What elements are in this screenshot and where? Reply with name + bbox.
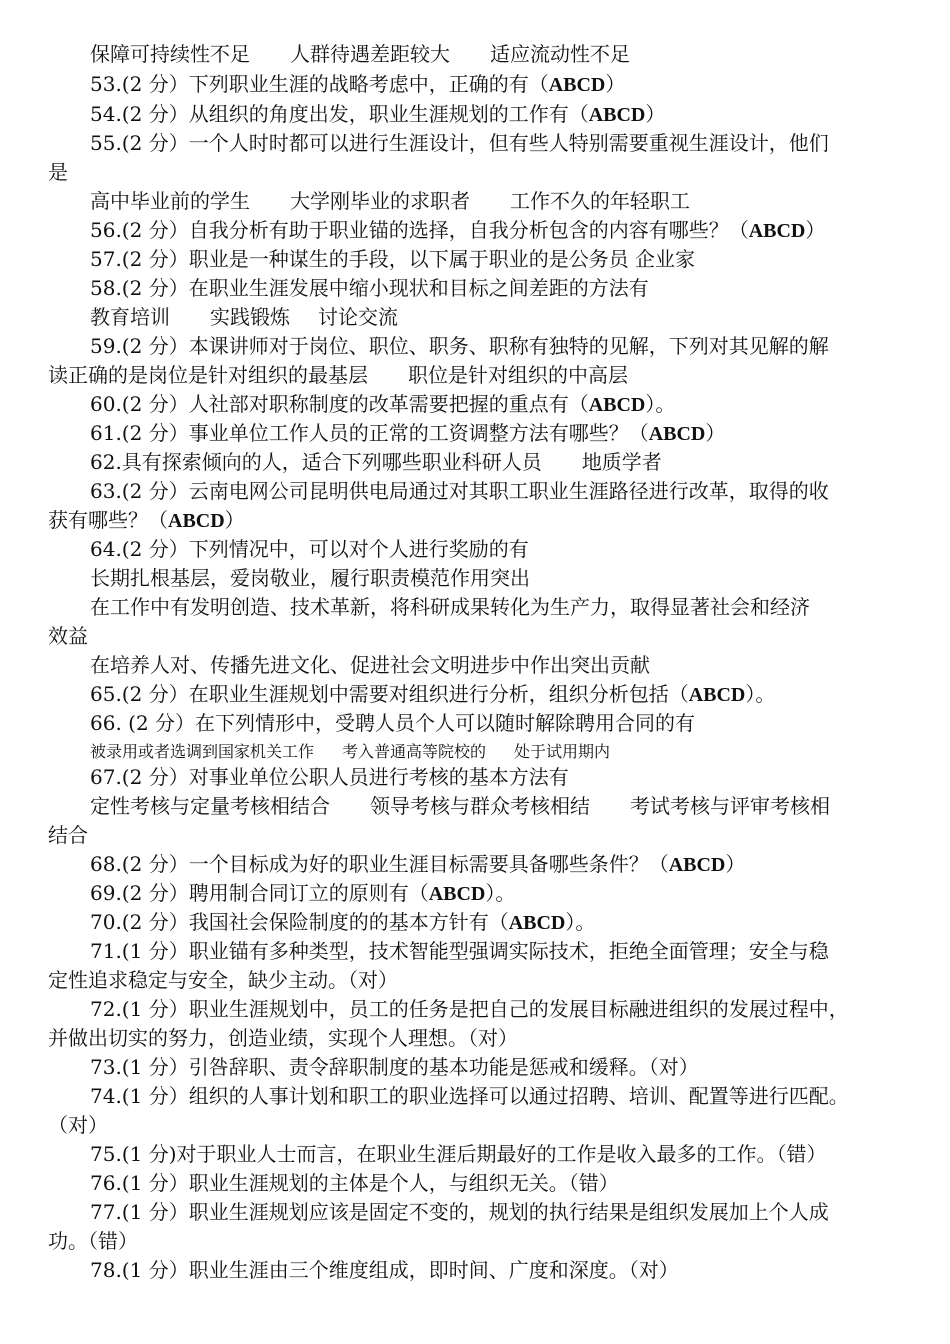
option-64-b-cont: 效益 bbox=[48, 624, 88, 648]
question-76: 76.(1 分）职业生涯规划的主体是个人，与组织无关。（错） bbox=[90, 1171, 619, 1195]
question-55: 55.(2 分）一个人时时都可以进行生涯设计，但有些人特别需要重视生涯设计，他们 bbox=[90, 131, 829, 155]
question-62: 62.具有探索倾向的人，适合下列哪些职业科研人员 地质学者 bbox=[90, 450, 662, 474]
options-line-66: 被录用或者选调到国家机关工作 考入普通高等院校的 处于试用期内 bbox=[90, 742, 611, 761]
question-63-cont: 获有哪些？（ABCD） bbox=[48, 508, 245, 532]
question-68: 68.(2 分）一个目标成为好的职业生涯目标需要具备哪些条件？（ABCD） bbox=[90, 852, 746, 876]
question-59: 59.(2 分）本课讲师对于岗位、职位、职务、职称有独特的见解，下列对其见解的解 bbox=[90, 334, 829, 358]
question-77-cont: 功。（错） bbox=[48, 1229, 138, 1253]
question-53: 53.(2 分）下列职业生涯的战略考虑中，正确的有（ABCD） bbox=[90, 72, 626, 96]
question-64: 64.(2 分）下列情况中，可以对个人进行奖励的有 bbox=[90, 537, 529, 561]
question-54: 54.(2 分）从组织的角度出发，职业生涯规划的工作有（ABCD） bbox=[90, 102, 666, 126]
question-69: 69.(2 分）聘用制合同订立的原则有（ABCD）。 bbox=[90, 881, 516, 905]
question-78: 78.(1 分）职业生涯由三个维度组成，即时间、广度和深度。（对） bbox=[90, 1258, 679, 1282]
question-77: 77.(1 分）职业生涯规划应该是固定不变的，规划的执行结果是组织发展加上个人成 bbox=[90, 1200, 829, 1224]
question-66: 66. (2 分）在下列情形中，受聘人员个人可以随时解除聘用合同的有 bbox=[90, 711, 696, 735]
question-67: 67.(2 分）对事业单位公职人员进行考核的基本方法有 bbox=[90, 765, 569, 789]
question-61: 61.(2 分）事业单位工作人员的正常的工资调整方法有哪些？（ABCD） bbox=[90, 421, 726, 445]
question-75: 75.(1 分)对于职业人士而言，在职业生涯后期最好的工作是收入最多的工作。（错） bbox=[90, 1142, 827, 1166]
question-58: 58.(2 分）在职业生涯发展中缩小现状和目标之间差距的方法有 bbox=[90, 276, 649, 300]
options-line-55: 高中毕业前的学生 大学刚毕业的求职者 工作不久的年轻职工 bbox=[90, 189, 690, 213]
options-line-52: 保障可持续性不足 人群待遇差距较大 适应流动性不足 bbox=[90, 42, 630, 66]
question-72: 72.(1 分）职业生涯规划中，员工的任务是把自己的发展目标融进组织的发展过程中， bbox=[90, 997, 849, 1021]
option-64-c: 在培养人对、传播先进文化、促进社会文明进步中作出突出贡献 bbox=[90, 653, 650, 677]
question-72-cont: 并做出切实的努力，创造业绩，实现个人理想。（对） bbox=[48, 1026, 518, 1050]
question-71-cont: 定性追求稳定与安全，缺少主动。（对） bbox=[48, 968, 398, 992]
question-73: 73.(1 分）引咎辞职、责令辞职制度的基本功能是惩戒和缓释。（对） bbox=[90, 1055, 699, 1079]
question-70: 70.(2 分）我国社会保险制度的的基本方针有（ABCD）。 bbox=[90, 910, 596, 934]
question-56: 56.(2 分）自我分析有助于职业锚的选择，自我分析包含的内容有哪些？（ABCD） bbox=[90, 218, 826, 242]
question-65: 65.(2 分）在职业生涯规划中需要对组织进行分析，组织分析包括（ABCD）。 bbox=[90, 682, 776, 706]
option-64-b: 在工作中有发明创造、技术革新，将科研成果转化为生产力，取得显著社会和经济 bbox=[90, 595, 810, 619]
options-line-58: 教育培训 实践锻炼 讨论交流 bbox=[90, 305, 398, 329]
question-63: 63.(2 分）云南电网公司昆明供电局通过对其职工职业生涯路径进行改革，取得的收 bbox=[90, 479, 829, 503]
options-line-67-cont: 结合 bbox=[48, 823, 88, 847]
question-57: 57.(2 分）职业是一种谋生的手段，以下属于职业的是公务员 企业家 bbox=[90, 247, 696, 271]
question-59-cont: 读正确的是岗位是针对组织的最基层 职位是针对组织的中高层 bbox=[48, 363, 628, 387]
question-60: 60.(2 分）人社部对职称制度的改革需要把握的重点有（ABCD）。 bbox=[90, 392, 676, 416]
question-74: 74.(1 分）组织的人事计划和职工的职业选择可以通过招聘、培训、配置等进行匹配。 bbox=[90, 1084, 849, 1108]
question-74-cont: （对） bbox=[48, 1113, 108, 1137]
options-line-67: 定性考核与定量考核相结合 领导考核与群众考核相结 考试考核与评审考核相 bbox=[90, 794, 830, 818]
option-64-a: 长期扎根基层，爱岗敬业，履行职责模范作用突出 bbox=[90, 566, 530, 590]
question-71: 71.(1 分）职业锚有多种类型，技术智能型强调实际技术，拒绝全面管理；安全与稳 bbox=[90, 939, 829, 963]
question-55-cont: 是 bbox=[48, 160, 68, 184]
